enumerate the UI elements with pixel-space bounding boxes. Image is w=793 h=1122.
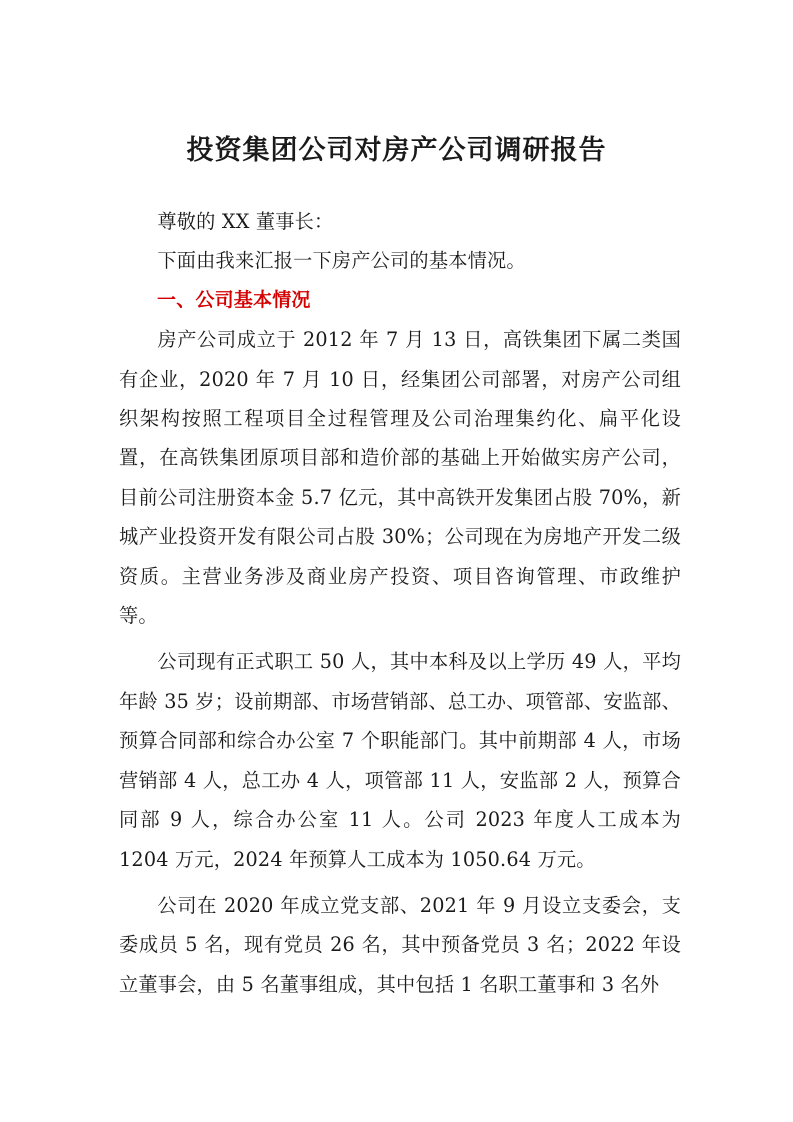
paragraph-2: 公司现有正式职工 50 人，其中本科及以上学历 49 人，平均年龄 35 岁；设前期部、市场营销部、总工办、项管部、安监部、预算合同部和综合办公室 7 个职能部门。其中前期部 4 人，市场营销部 4 人，总工办 4 人，项管部 11 人，安监部 2 人，预算合同部 9 人，综合办公室 11 人。公司 2023 年度人工成本为 1204 万元，2024 年预算人工成本为 1050.64 万元。 <box>119 650 681 871</box>
intro-paragraph: 下面由我来汇报一下房产公司的基本情况。 <box>157 249 526 273</box>
document-body <box>119 202 681 1004</box>
document-title: 投资集团公司对房产公司调研报告 <box>186 135 607 166</box>
paragraph-3: 公司在 2020 年成立党支部、2021 年 9 月设立支委会，支委成员 5 名，现有党员 26 名，其中预备党员 3 名；2022 年设立董事会，由 5 名董事组成，其中包括 1 名职工董事和 3 名外 <box>119 893 681 996</box>
section-heading-1: 一、公司基本情况 <box>157 288 311 311</box>
salutation: 尊敬的 XX 董事长： <box>157 210 334 233</box>
paragraph-1: 房产公司成立于 2012 年 7 月 13 日，高铁集团下属二类国有企业，2020 年 7 月 10 日，经集团公司部署，对房产公司组织架构按照工程项目全过程管理及公司治理集约化、扁平化设置，在高铁集团原项目部和造价部的基础上开始做实房产公司，目前公司注册资本金 5.7 亿元，其中高铁开发集团占股 70%，新城产业投资开发有限公司占股 30%；公司现在为房地产开发二级资质。主营业务涉及商业房产投资、项目咨询管理、市政维护等。 <box>119 328 681 628</box>
